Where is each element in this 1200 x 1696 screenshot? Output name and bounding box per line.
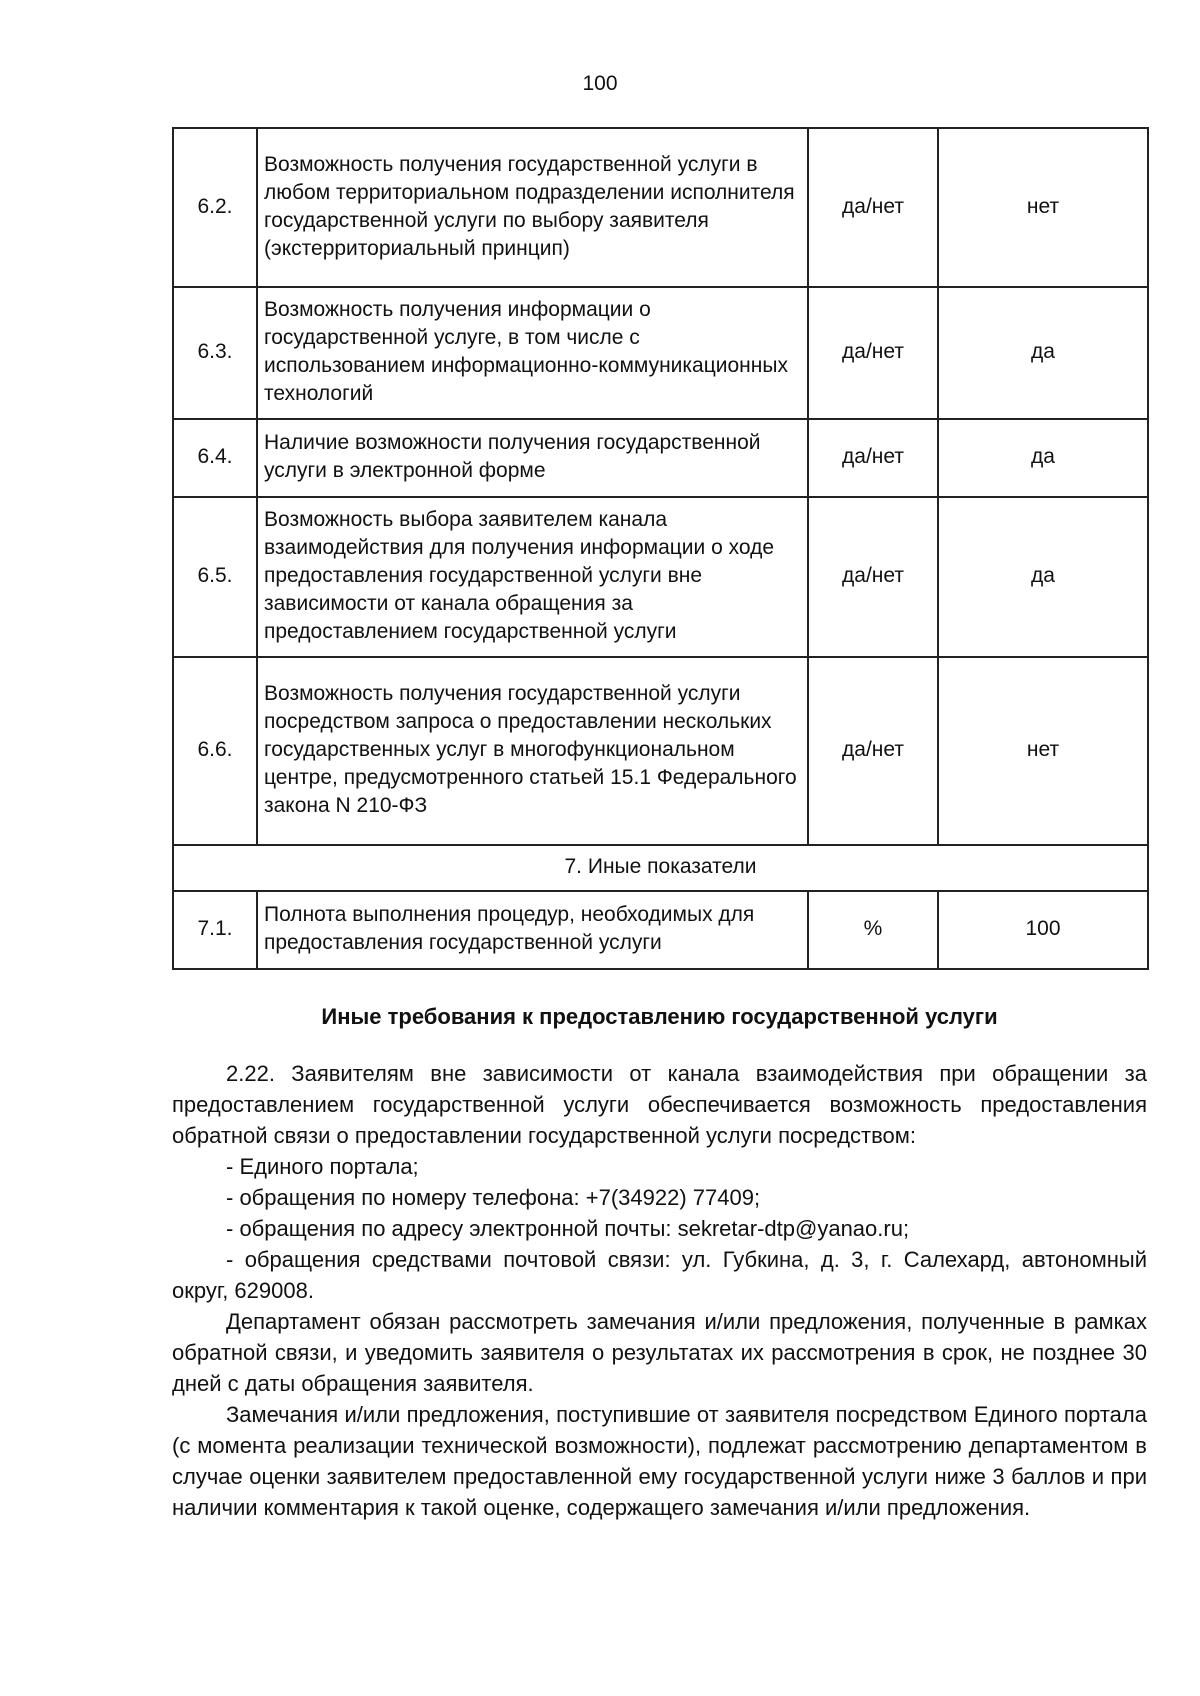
indicator-unit: да/нет [808, 287, 938, 419]
indicator-value: да [938, 287, 1148, 419]
indicator-value: нет [938, 128, 1148, 287]
bullet-item: - обращения средствами почтовой связи: ул. Губкина, д. 3, г. Салехард, автономный округ, 629008. [172, 1247, 1147, 1303]
table-row [173, 287, 1148, 419]
indicator-value: нет [938, 657, 1148, 845]
indicator-unit: да/нет [808, 497, 938, 657]
paragraph: Департамент обязан рассмотреть замечания и/или предложения, полученные в рамках обратной связи, и уведомить заявителя о результатах их рассмотрения в срок, не позднее 30 дней с даты обращения заявителя. [172, 1309, 1147, 1396]
indicator-value: да [938, 497, 1148, 657]
row-number: 6.3. [173, 287, 257, 419]
body-text [172, 1058, 1147, 1523]
table-row [173, 419, 1148, 497]
table-row [173, 891, 1148, 969]
paragraph: Замечания и/или предложения, поступившие от заявителя посредством Единого портала (с момента реализации технической возможности), подлежат рассмотрению департаментом в случае оценки заявителем предоставленной ему государственной услуги ниже 3 баллов и при наличии комментария к такой оценке, содержащего замечания и/или предложения. [172, 1402, 1147, 1520]
indicator-unit: да/нет [808, 657, 938, 845]
row-number: 7.1. [173, 891, 257, 969]
table-row [173, 497, 1148, 657]
bullet-item: - обращения по адресу электронной почты: sekretar-dtp@yanao.ru; [226, 1216, 910, 1241]
indicator-name: Возможность получения государственной услуги в любом территориальном подразделении исполнителя государственной услуги по выбору заявителя (экстерриториальный принцип) [257, 128, 808, 287]
table-row [173, 128, 1148, 287]
indicator-unit: % [808, 891, 938, 969]
indicator-unit: да/нет [808, 128, 938, 287]
indicator-name: Полнота выполнения процедур, необходимых для предоставления государственной услуги [257, 891, 808, 969]
paragraph: 2.22. Заявителям вне зависимости от канала взаимодействия при обращении за предоставлением государственной услуги обеспечивается возможность предоставления обратной связи о предоставлении государственной услуги посредством: [172, 1061, 1147, 1148]
section-heading: Иные требования к предоставлению государственной услуги [321, 1004, 998, 1029]
row-number: 6.5. [173, 497, 257, 657]
indicator-value: 100 [938, 891, 1148, 969]
page-number: 100 [582, 72, 618, 95]
indicator-name: Наличие возможности получения государственной услуги в электронной форме [257, 419, 808, 497]
section-row [173, 845, 1148, 891]
indicator-name: Возможность выбора заявителем канала взаимодействия для получения информации о ходе предоставления государственной услуги вне зависимости от канала обращения за предоставлением государственной услуги [257, 497, 808, 657]
row-number: 6.2. [173, 128, 257, 287]
section-title: 7. Иные показатели [173, 845, 1148, 891]
bullet-item: - обращения по номеру телефона: +7(34922) 77409; [226, 1185, 761, 1210]
indicators-table [172, 127, 1149, 970]
indicator-name: Возможность получения государственной услуги посредством запроса о предоставлении нескольких государственных услуг в многофункциональном центре, предусмотренного статьей 15.1 Федерального закона N 210-ФЗ [257, 657, 808, 845]
indicator-unit: да/нет [808, 419, 938, 497]
indicator-value: да [938, 419, 1148, 497]
row-number: 6.6. [173, 657, 257, 845]
table-row [173, 657, 1148, 845]
indicator-name: Возможность получения информации о государственной услуге, в том числе с использованием информационно-коммуникационных технологий [257, 287, 808, 419]
row-number: 6.4. [173, 419, 257, 497]
bullet-item: - Единого портала; [226, 1154, 419, 1179]
